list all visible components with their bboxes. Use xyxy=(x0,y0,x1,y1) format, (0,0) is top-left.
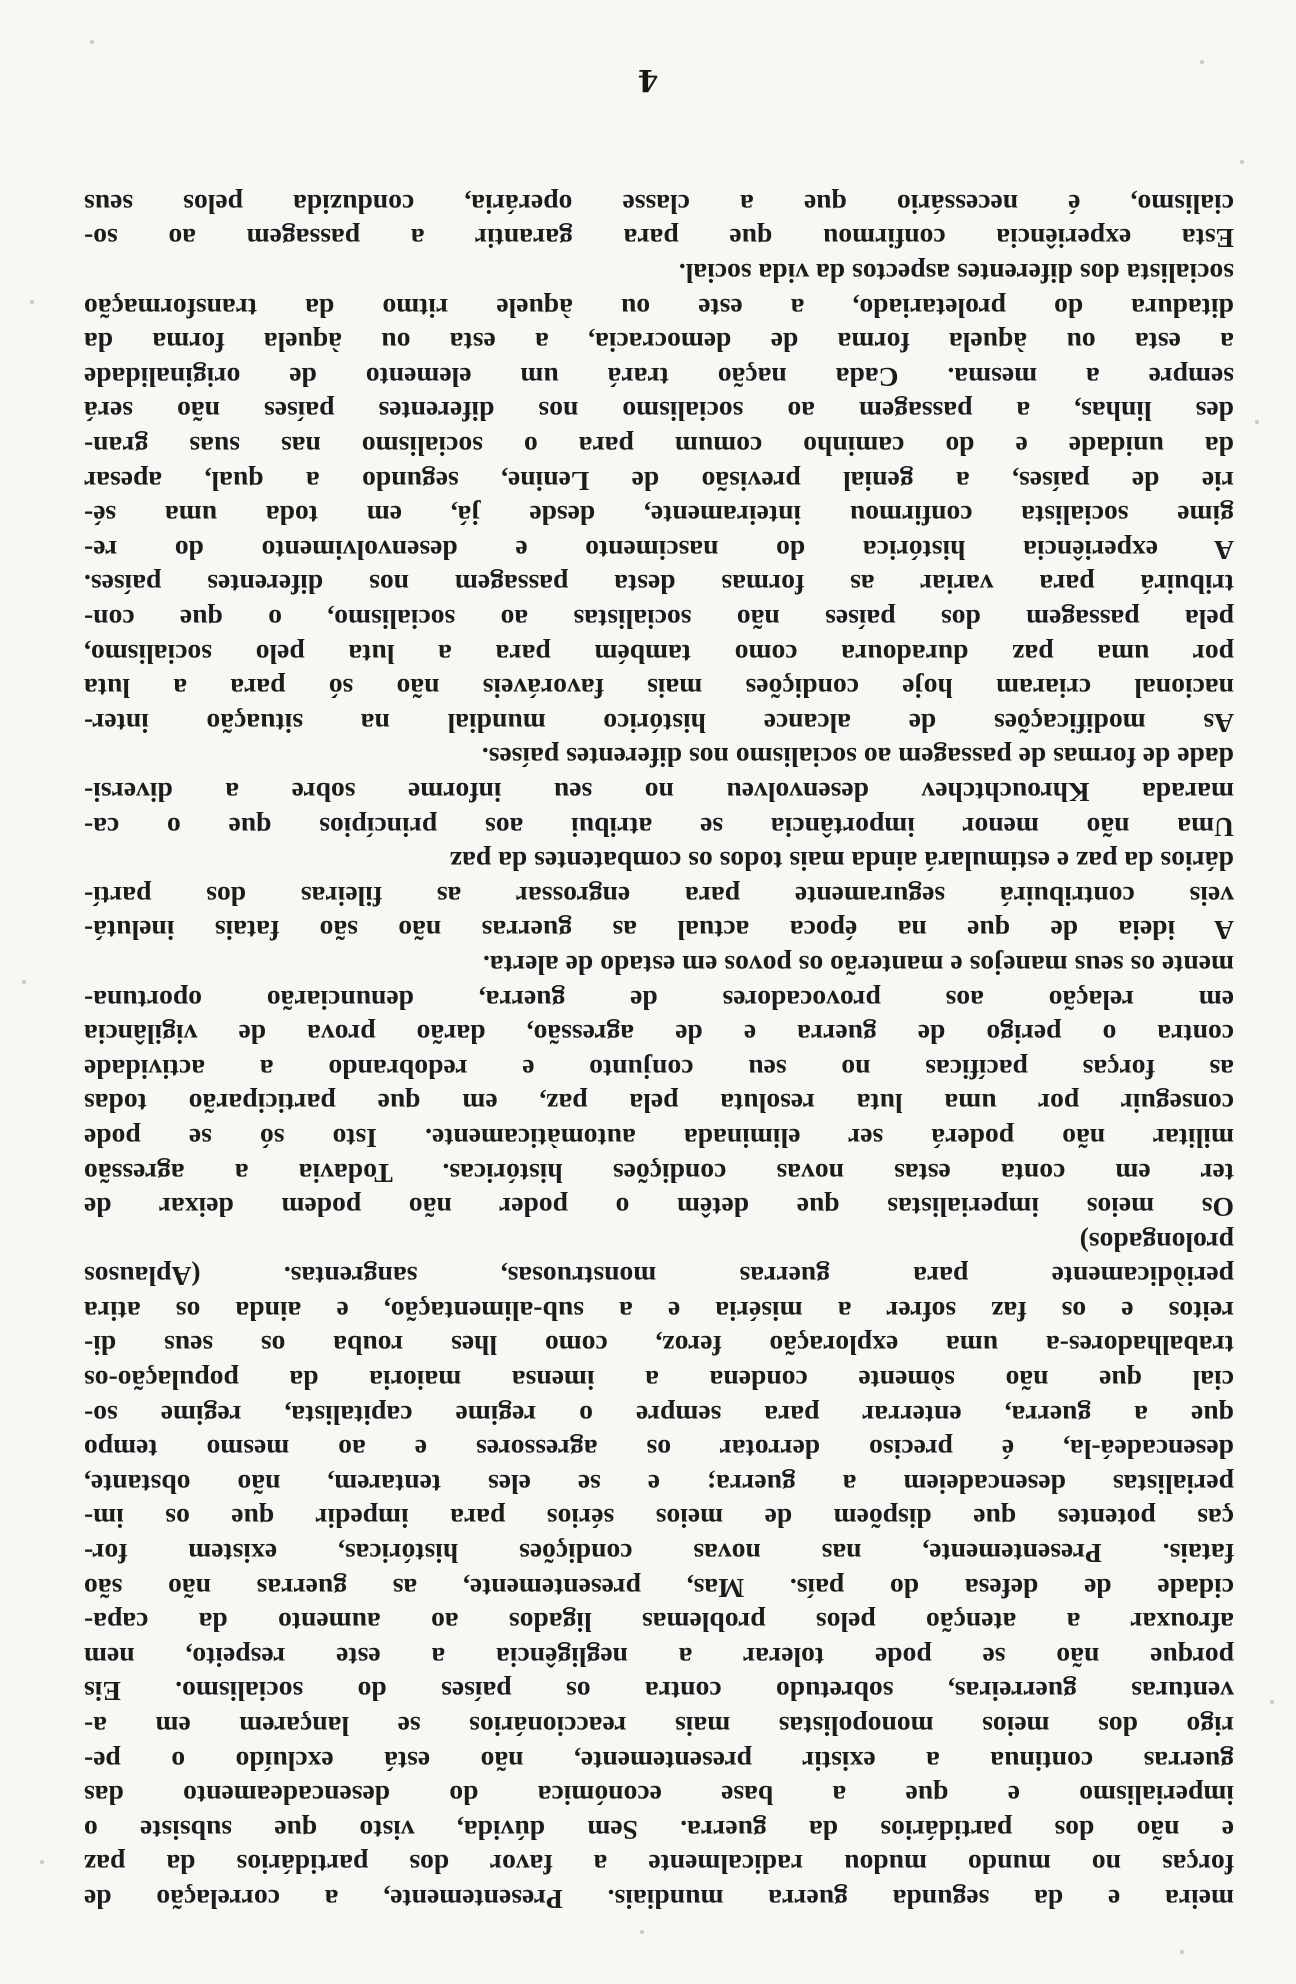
text-line: nacional criaram hoje condições mais favoráveis não só para a luta xyxy=(84,673,1234,705)
text-line: em relação aos provocadores de guerra, denunciarão oportuna- xyxy=(84,984,1234,1016)
scan-speckle xyxy=(1240,160,1244,164)
text-line: as forças pacíficas no seu conjunto e redobrando a actividade xyxy=(84,1053,1234,1085)
text-line: guerras continua a existir presentemente, não está excluído o pe- xyxy=(84,1745,1234,1777)
text-line: prolongados) xyxy=(1079,1226,1234,1258)
text-line: ditadura do proletariado, a este ou àquele ritmo da transformação xyxy=(84,292,1234,324)
text-line: fatais. Presentemente, nas novas condições históricas, existem for- xyxy=(84,1538,1234,1570)
page-number: 4 xyxy=(637,62,659,97)
text-line: contra o perigo de guerra e de agressão, darão prova de vigilância xyxy=(84,1019,1234,1051)
scan-speckle xyxy=(1255,420,1259,424)
text-line: e não dos partidários da guerra. Sem dúvida, visto que subsiste o xyxy=(84,1814,1234,1846)
text-line: que a guerra, enterrar para sempre o regime capitalista, regime so- xyxy=(84,1399,1234,1431)
text-line: dade de formas de passagem ao socialismo nos diferentes países. xyxy=(481,742,1234,774)
text-line: Os meios imperialistas que detêm o poder não podem deixar de xyxy=(84,1192,1234,1224)
text-line: marada Khrouchtchev desenvolveu no seu informe sobre a diversi- xyxy=(84,777,1234,808)
text-line: porque não se pode tolerar a negligência a este respeito, nem xyxy=(84,1641,1234,1673)
text-line: forças no mundo mudou radicalmente a favor dos partidários da paz xyxy=(84,1849,1234,1881)
text-line: ças potentes que dispõem de meios sérios para impedir que os im- xyxy=(84,1503,1234,1535)
text-line: meira e da segunda guerra mundiais. Presentemente, a correlação de xyxy=(84,1884,1234,1915)
text-line: cidade de defesa do país. Mas, presentemente, as guerras não são xyxy=(84,1572,1234,1604)
text-line: tribuirá para variar as formas desta passagem nos diferentes países. xyxy=(84,569,1234,601)
text-line: imperialismo e que a base económica do desencadeamento das xyxy=(84,1780,1234,1812)
text-line: veis contribuirá seguramente para engrossar as fileiras dos partí- xyxy=(84,880,1234,912)
text-line: Uma não menor importância se atribui aos princípios que o ca- xyxy=(84,811,1234,843)
text-line: A ideia de que na época actual as guerras não são fatais inelutá- xyxy=(84,915,1234,947)
text-line: gime socialista confirmou inteiramente, desde já, em toda uma sé- xyxy=(84,500,1234,532)
text-line: socialista dos diferentes aspectos da vida social. xyxy=(678,258,1234,290)
text-line: desencadeá-la, é preciso derrotar os agressores e ao mesmo tempo xyxy=(84,1434,1234,1466)
text-line: periòdicamente para guerras monstruosas, sangrentas. (Aplausos xyxy=(84,1261,1234,1293)
text-line: des linhas, a passagem ao socialismo nos diferentes países não será xyxy=(84,396,1234,428)
scan-speckle xyxy=(1270,1700,1274,1704)
text-line: reitos e os faz sofrer a miséria e a sub-alimentação, e ainda os atira xyxy=(84,1295,1234,1327)
text-line: venturas guerreiras, sobretudo contra os países do socialismo. Eis xyxy=(84,1676,1234,1708)
scan-speckle xyxy=(30,300,34,304)
text-line: conseguir por uma luta resoluta pela paz, em que participarão todas xyxy=(84,1088,1234,1120)
text-line: trabalhadores-a uma exploração feroz, como lhes rouba os seus di- xyxy=(84,1330,1234,1362)
text-line: perialistas desencadeiem a guerra; e se eles tentarem, não obstante, xyxy=(84,1468,1234,1500)
text-line: da unidade e do caminho comum para o socialismo nas suas gran- xyxy=(84,431,1234,463)
scan-speckle xyxy=(640,1930,644,1934)
scan-speckle xyxy=(1180,1950,1184,1954)
text-line: mente os seus manejos e manterão os povos em estado de alerta. xyxy=(482,949,1234,981)
text-line: cial que não sòmente condena a imensa maioria da população-os xyxy=(84,1365,1234,1397)
text-line: rie de países, a genial previsão de Lenine, segundo a qual, apesar xyxy=(84,465,1234,497)
text-line: militar não poderá ser eliminada automàticamente. Isto só se pode xyxy=(84,1122,1234,1154)
text-line: ter em conta estas novas condições históricas. Todavia a agressão xyxy=(84,1157,1234,1189)
text-line: A experiência histórica do nascimento e desenvolvimento do re- xyxy=(84,534,1234,566)
scan-speckle xyxy=(22,980,26,984)
text-line: cialismo, é necessário que a classe operária, conduzida pelos seus xyxy=(84,188,1234,220)
text-line: afrouxar a atenção pelos problemas ligados ao aumento da capa- xyxy=(84,1607,1234,1639)
scan-speckle xyxy=(90,40,94,44)
body-text xyxy=(84,186,1234,1916)
text-line: pela passagem dos países não socialistas ao socialismo, o que con- xyxy=(84,604,1234,636)
scan-speckle xyxy=(1200,60,1204,64)
text-line: rigo dos meios monopolistas mais reaccionários se lançarem em a- xyxy=(84,1711,1234,1743)
text-line: As modificações de alcance histórico mundial na situação inter- xyxy=(84,707,1234,739)
text-line: sempre a mesma. Cada nação trará um elemento de originalidade xyxy=(84,361,1234,393)
text-line: a esta ou àquela forma de democracia, a esta ou àquela forma da xyxy=(84,327,1234,359)
text-line: dários da paz e estimulará ainda mais todos os combatentes da paz xyxy=(449,846,1234,878)
text-line: Esta experiência confirmou que para garantir a passagem ao so- xyxy=(84,223,1234,255)
scan-speckle xyxy=(40,1860,44,1864)
text-line: por uma paz duradoura como também para a luta pelo socialismo, xyxy=(84,638,1234,670)
